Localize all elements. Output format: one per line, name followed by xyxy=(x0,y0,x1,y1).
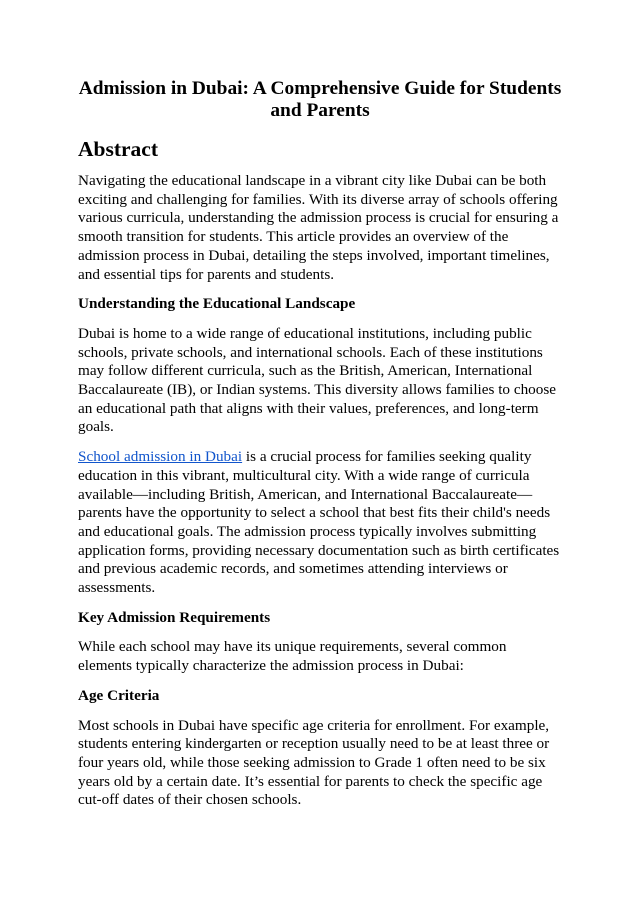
document-title: Admission in Dubai: A Comprehensive Guide for Students and Parents xyxy=(78,78,562,121)
age-criteria-paragraph: Most schools in Dubai have specific age criteria for enrollment. For example, students entering kindergarten or reception usually need to be at least three or four years old, while those seeking admission to Grade 1 often need to be six years old by a certain date. It’s essential for parents to check the specific age cut-off dates of their chosen schools. xyxy=(78,716,550,809)
requirements-paragraph: While each school may have its unique requirements, several common elements typically characterize the admission process in Dubai: xyxy=(78,638,507,675)
school-admission-text: is a crucial process for families seeking quality education in this vibrant, multicultural city. With a wide range of curricula available—including British, American, and International Baccalaureate—parents have the opportunity to select a school that best fits their child's needs and educational goals. The admission process typically involves submitting application forms, providing necessary documentation such as birth certificates and previous academic records, and sometimes attending interviews or assessments. xyxy=(78,448,560,597)
school-admission-link[interactable]: School admission in Dubai xyxy=(78,448,243,466)
age-criteria-heading: Age Criteria xyxy=(78,686,160,704)
landscape-paragraph: Dubai is home to a wide range of educational institutions, including public schools, private schools, and international schools. Each of these institutions may follow different curricula, such as the British, American, International Baccalaureate (IB), or Indian systems. This diversity allows families to choose an educational path that aligns with their values, preferences, and long-term goals. xyxy=(78,324,556,436)
landscape-heading: Understanding the Educational Landscape xyxy=(78,295,356,313)
abstract-paragraph: Navigating the educational landscape in a vibrant city like Dubai can be both exciting and challenging for families. With its diverse array of schools offering various curricula, understanding the admission process is crucial for ensuring a smooth transition for students. This article provides an overview of the admission process in Dubai, detailing the steps involved, important timelines, and essential tips for parents and students. xyxy=(78,172,559,283)
school-admission-paragraph xyxy=(78,448,562,598)
document-page xyxy=(78,78,562,810)
abstract-heading: Abstract xyxy=(78,137,159,161)
requirements-heading: Key Admission Requirements xyxy=(78,608,271,626)
